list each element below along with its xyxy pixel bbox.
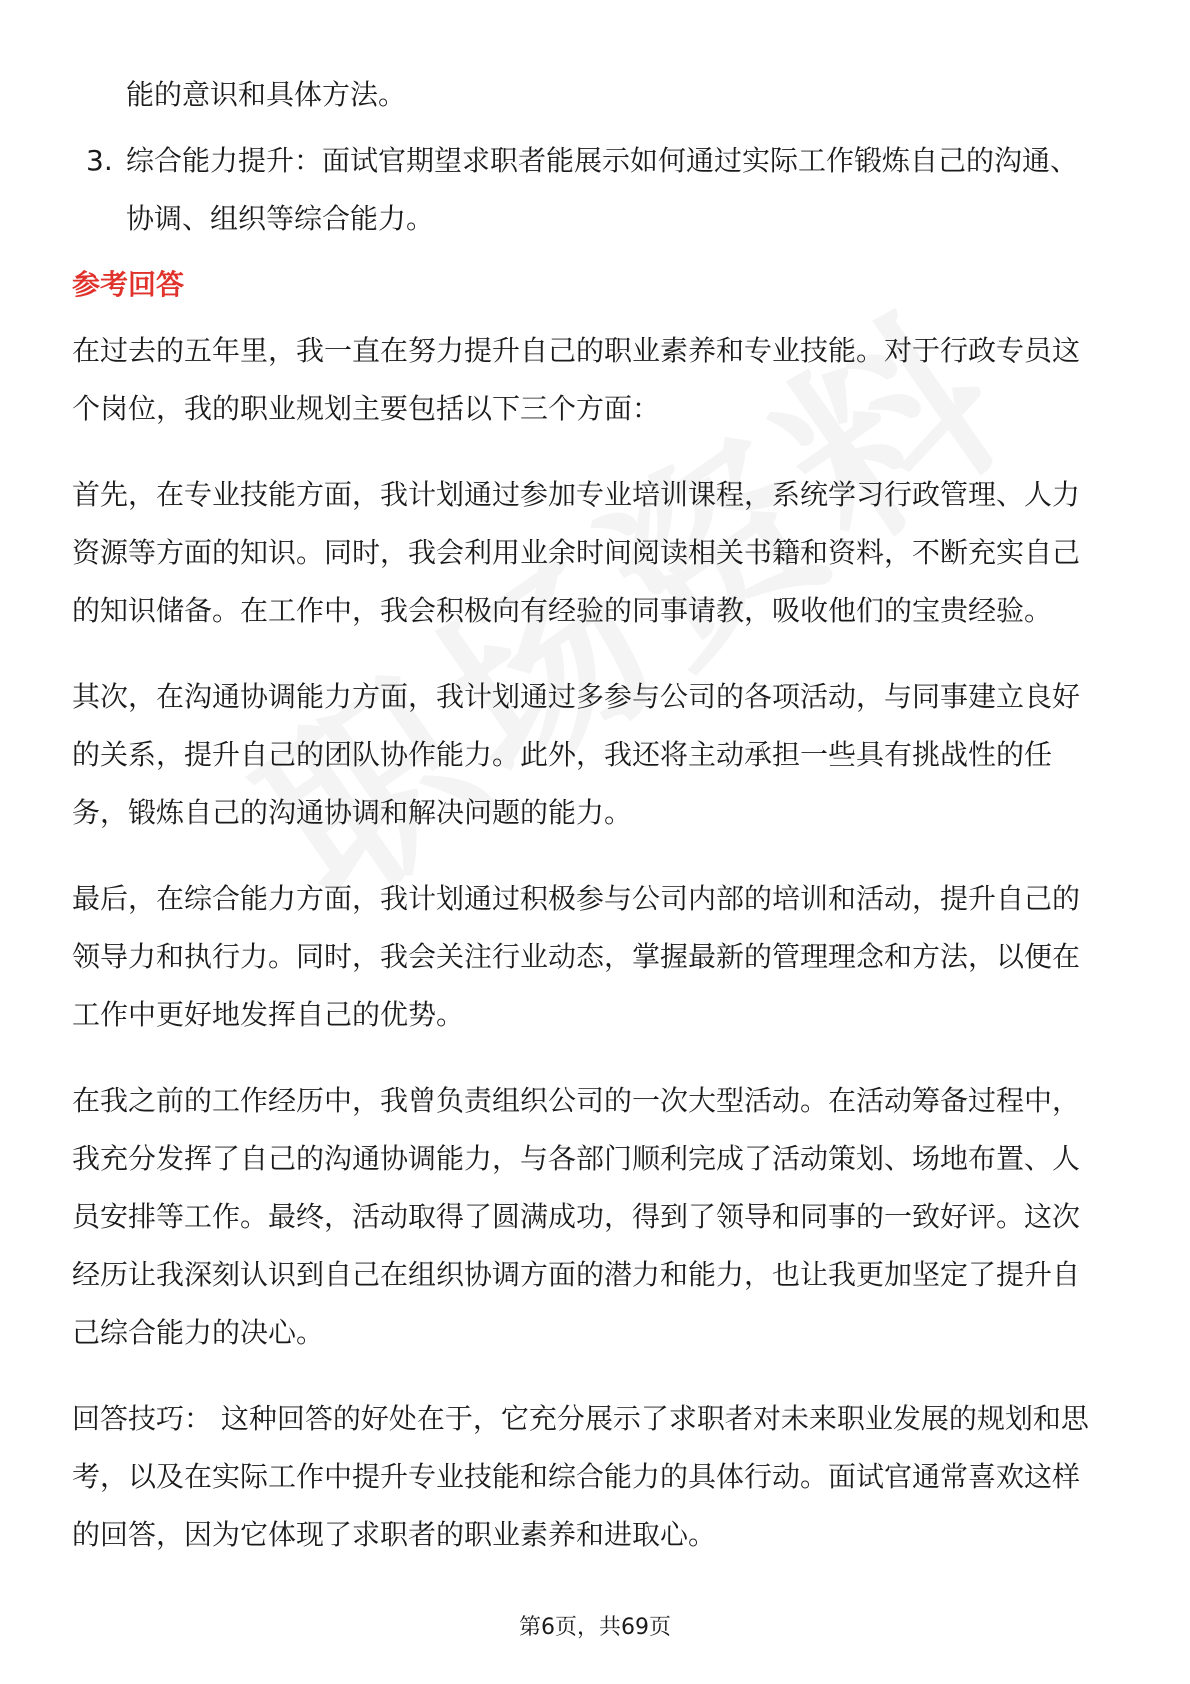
paragraph-line: 工作中更好地发挥自己的优势。: [72, 998, 465, 1031]
paragraph-line: 考，以及在实际工作中提升专业技能和综合能力的具体行动。面试官通常喜欢这样: [72, 1460, 1081, 1493]
section-heading: 参考回答: [72, 268, 185, 301]
paragraph-line: 的知识储备。在工作中，我会积极向有经验的同事请教，吸收他们的宝贵经验。: [72, 594, 1053, 627]
continuation-line: 能的意识和具体方法。: [126, 78, 407, 111]
paragraph-line: 个岗位，我的职业规划主要包括以下三个方面：: [72, 392, 661, 425]
list-item-3: [72, 132, 1122, 248]
paragraph-line: 我充分发挥了自己的沟通协调能力，与各部门顺利完成了活动策划、场地布置、人: [72, 1142, 1081, 1175]
paragraph: [72, 1072, 1122, 1362]
paragraph-line: 员安排等工作。最终，活动取得了圆满成功，得到了领导和同事的一致好评。这次: [72, 1200, 1081, 1233]
list-number: 3.: [86, 144, 113, 177]
list-item-text: 综合能力提升：面试官期望求职者能展示如何通过实际工作锻炼自己的沟通、: [126, 144, 1079, 177]
paragraph-line: 在我之前的工作经历中，我曾负责组织公司的一次大型活动。在活动筹备过程中，: [72, 1084, 1081, 1117]
paragraph-line: 其次，在沟通协调能力方面，我计划通过多参与公司的各项活动，与同事建立良好: [72, 680, 1081, 713]
paragraph-line: 首先，在专业技能方面，我计划通过参加专业培训课程，系统学习行政管理、人力: [72, 478, 1081, 511]
document-body: [72, 66, 1122, 1564]
paragraph-line: 最后，在综合能力方面，我计划通过积极参与公司内部的培训和活动，提升自己的: [72, 882, 1081, 915]
paragraph-line: 回答技巧： 这种回答的好处在于，它充分展示了求职者对未来职业发展的规划和思: [72, 1402, 1089, 1435]
paragraph: [72, 322, 1122, 438]
paragraph-line: 的关系，提升自己的团队协作能力。此外，我还将主动承担一些具有挑战性的任: [72, 738, 1053, 771]
paragraph-line: 的回答，因为它体现了求职者的职业素养和进取心。: [72, 1518, 717, 1551]
paragraph-line: 资源等方面的知识。同时，我会利用业余时间阅读相关书籍和资料，不断充实自己: [72, 536, 1081, 569]
answer-tips-paragraph: [72, 1390, 1122, 1564]
paragraph: [72, 466, 1122, 640]
paragraph-line: 在过去的五年里，我一直在努力提升自己的职业素养和专业技能。对于行政专员这: [72, 334, 1081, 367]
paragraph: [72, 668, 1122, 842]
paragraph: [72, 870, 1122, 1044]
paragraph-line: 经历让我深刻认识到自己在组织协调方面的潜力和能力，也让我更加坚定了提升自: [72, 1258, 1081, 1291]
page-number: 第6页，共69页: [519, 1615, 671, 1640]
paragraph-line: 己综合能力的决心。: [72, 1316, 325, 1349]
list-item-text: 协调、组织等综合能力。: [126, 202, 435, 235]
paragraph-line: 务，锻炼自己的沟通协调和解决问题的能力。: [72, 796, 633, 829]
paragraph-line: 领导力和执行力。同时，我会关注行业动态，掌握最新的管理理念和方法，以便在: [72, 940, 1081, 973]
